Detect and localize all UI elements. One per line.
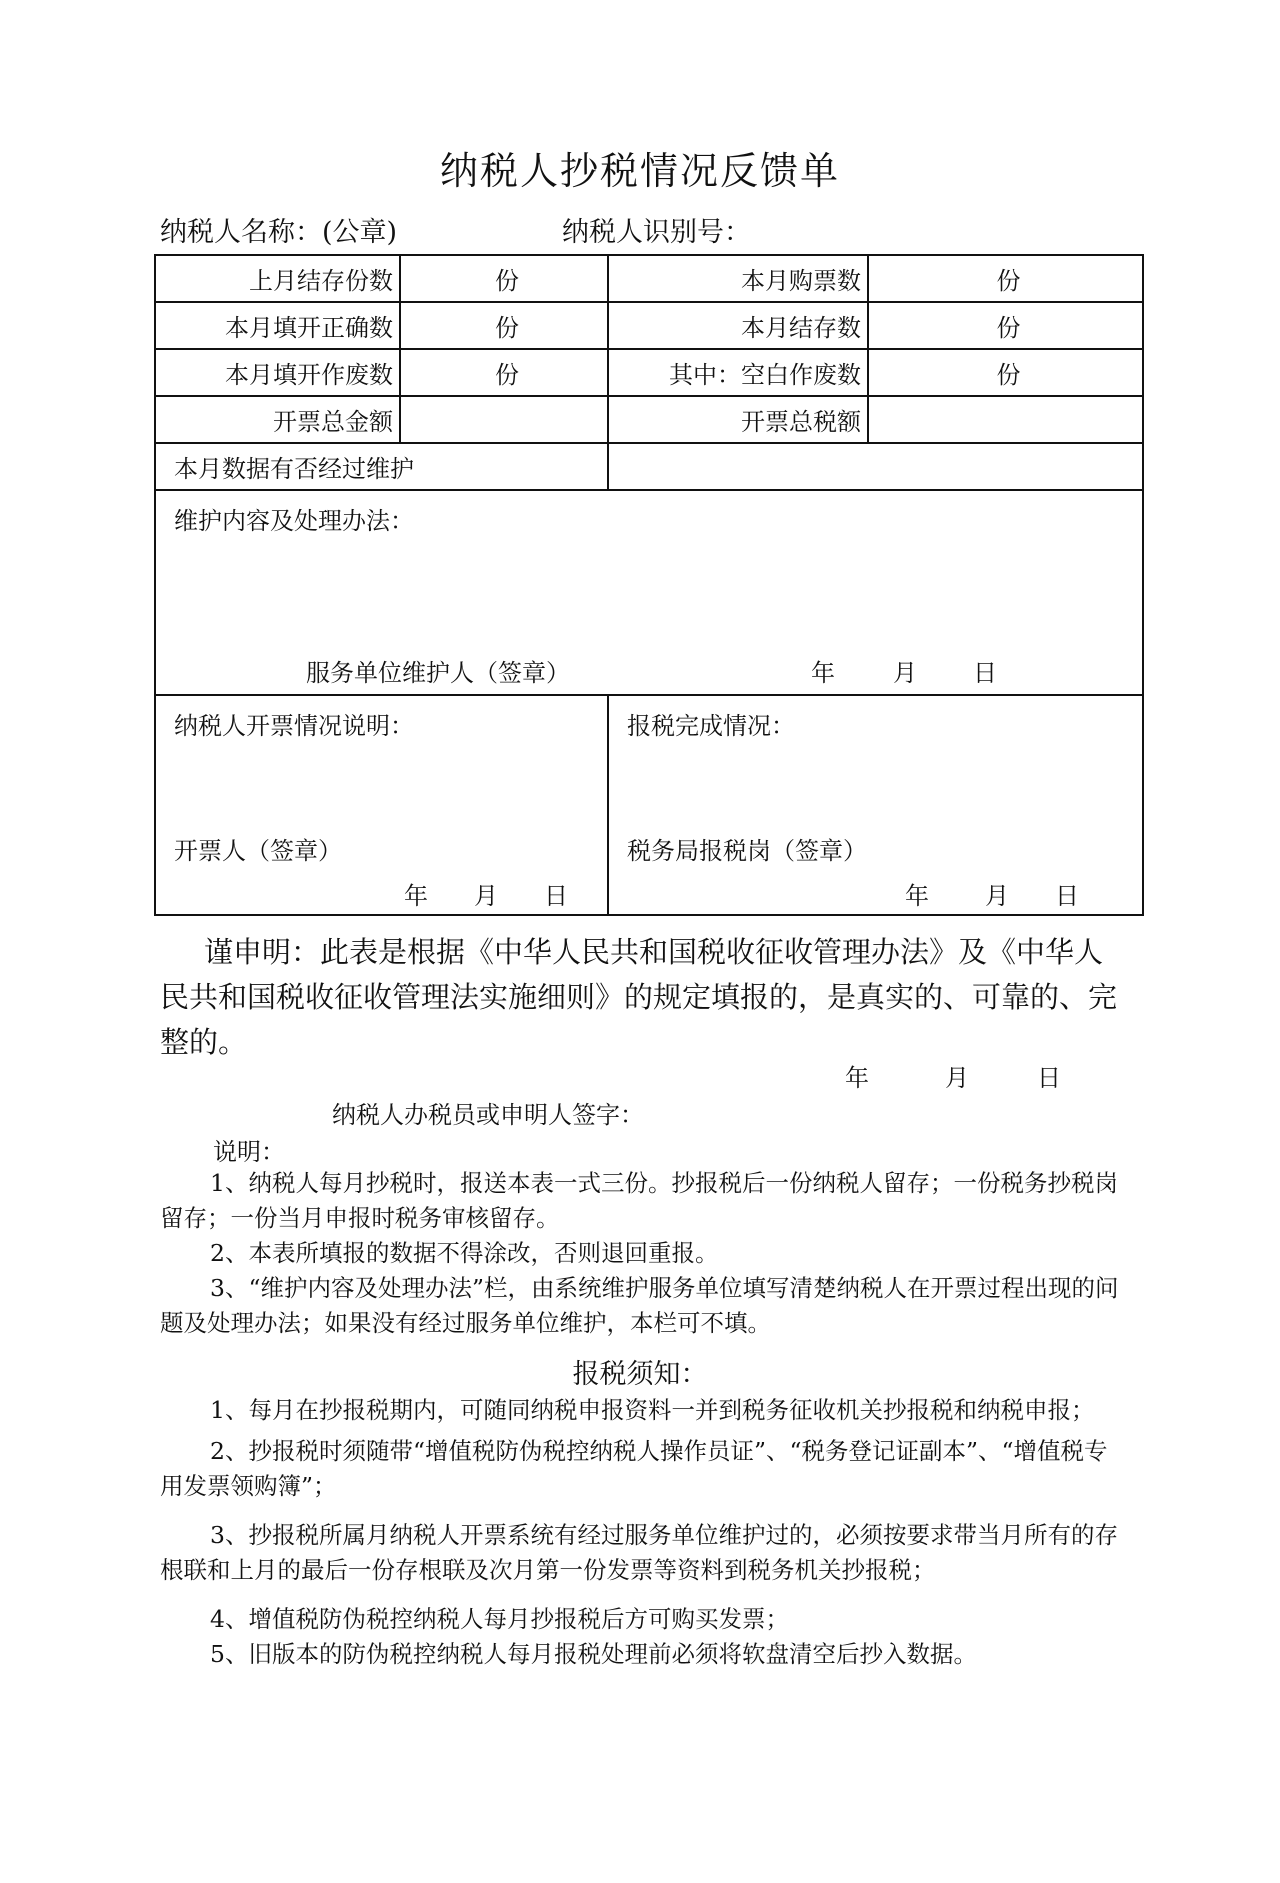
feedback-form-table [154,254,1144,916]
taxpayer-name-label: 纳税人名称：(公章) [160,217,398,248]
date-month: 月 [474,882,498,910]
maintained-value[interactable] [608,443,1143,490]
note-item: 1、纳税人每月抄税时，报送本表一式三份。抄报税后一份纳税人留存；一份税务抄税岗留存；一份当月申报时税务审核留存。 [160,1169,1118,1232]
maintained-label: 本月数据有否经过维护 [155,443,608,490]
maintainer-sign-label: 服务单位维护人（签章） [306,659,570,687]
filing-status-cell[interactable] [608,695,1143,915]
row-label: 本月购票数 [608,255,868,302]
date-day: 日 [1055,882,1079,910]
unit-cell[interactable]: 份 [868,302,1143,349]
date-year: 年 [811,659,835,687]
date-day: 日 [544,882,568,910]
row-label: 本月填开作废数 [155,349,400,396]
note-item: 3、“维护内容及处理办法”栏，由系统维护服务单位填写清楚纳税人在开票过程出现的问题及处理办法；如果没有经过服务单位维护，本栏可不填。 [160,1274,1119,1337]
form-row [155,349,1143,396]
date-day: 日 [973,659,997,687]
issuer-sign-label: 开票人（签章） [174,837,342,865]
unit-cell[interactable]: 份 [400,349,608,396]
notice-item: 1、每月在抄报税期内，可随同纳税申报资料一并到税务征收机关抄报税和纳税申报； [210,1396,1095,1424]
form-row [155,443,1143,490]
notice-item: 4、增值税防伪税控纳税人每月抄报税后方可购买发票； [210,1605,789,1633]
form-row [155,695,1143,915]
total-amount-value[interactable] [400,396,608,443]
form-row [155,255,1143,302]
filing-status-label: 报税完成情况： [627,712,795,740]
declaration-signer-label: 纳税人办税员或申明人签字： [332,1101,644,1129]
row-label: 上月结存份数 [155,255,400,302]
taxpayer-id-label: 纳税人识别号： [562,217,751,248]
notice-item: 2、抄报税时须随带“增值税防伪税控纳税人操作员证”、“税务登记证副本”、“增值税专用发票领购簿”； [160,1437,1108,1500]
total-tax-label: 开票总税额 [608,396,868,443]
issuance-note-cell[interactable] [155,695,608,915]
maintenance-content-label: 维护内容及处理办法： [174,507,414,535]
notes-heading: 说明： [213,1138,285,1166]
form-row [155,490,1143,695]
declaration-text: 谨申明：此表是根据《中华人民共和国税收征收管理办法》及《中华人民共和国税收征收管理法实施细则》的规定填报的，是真实的、可靠的、完整的。 [160,935,1118,1059]
bureau-sign-label: 税务局报税岗（签章） [627,837,867,865]
filing-notice-heading: 报税须知： [572,1359,708,1390]
notice-item: 3、抄报税所属月纳税人开票系统有经过服务单位维护过的，必须按要求带当月所有的存根联和上月的最后一份存根联及次月第一份发票等资料到税务机关抄报税； [160,1521,1118,1584]
total-amount-label: 开票总金额 [155,396,400,443]
page-title: 纳税人抄税情况反馈单 [439,149,840,193]
date-month: 月 [985,882,1009,910]
notes-list [160,1166,1120,1341]
declaration-date-month: 月 [945,1064,969,1092]
row-label: 本月结存数 [608,302,868,349]
unit-cell[interactable]: 份 [400,302,608,349]
maintenance-content-cell[interactable] [155,490,1143,695]
date-month: 月 [893,659,917,687]
declaration-date-year: 年 [845,1064,869,1092]
date-year: 年 [404,882,428,910]
notice-item: 5、旧版本的防伪税控纳税人每月报税处理前必须将软盘清空后抄入数据。 [210,1640,977,1668]
unit-cell[interactable]: 份 [400,255,608,302]
unit-cell[interactable]: 份 [868,255,1143,302]
issuance-note-label: 纳税人开票情况说明： [174,712,414,740]
declaration-date-day: 日 [1037,1064,1061,1092]
total-tax-value[interactable] [868,396,1143,443]
date-year: 年 [905,882,929,910]
filing-notice-list [160,1393,1120,1672]
form-row [155,302,1143,349]
note-item: 2、本表所填报的数据不得涂改，否则退回重报。 [210,1239,719,1267]
form-row [155,396,1143,443]
unit-cell[interactable]: 份 [868,349,1143,396]
row-label: 其中：空白作废数 [608,349,868,396]
declaration [160,930,1120,1065]
row-label: 本月填开正确数 [155,302,400,349]
